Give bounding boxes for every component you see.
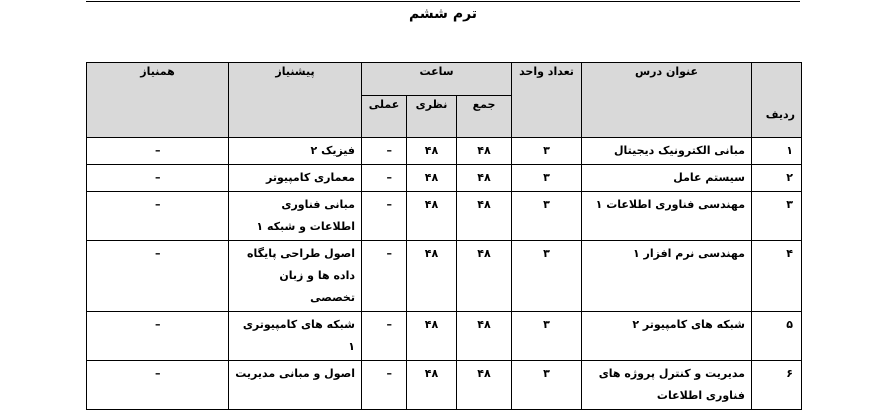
total-hours: ۴۸ bbox=[457, 241, 512, 312]
course-title: مدیریت و کنترل پروژه های فناوری اطلاعات bbox=[582, 361, 752, 410]
row-number: ۳ bbox=[752, 192, 802, 241]
units: ۳ bbox=[512, 312, 582, 361]
corequisite: – bbox=[87, 192, 229, 241]
units: ۳ bbox=[512, 192, 582, 241]
header-corequisite: همنیاز bbox=[87, 63, 229, 138]
table-row bbox=[87, 361, 802, 410]
row-number: ۱ bbox=[752, 138, 802, 165]
header-course-title: عنوان درس bbox=[582, 63, 752, 138]
header-row-number: ردیف bbox=[752, 63, 802, 138]
course-title: مهندسی فناوری اطلاعات ۱ bbox=[582, 192, 752, 241]
header-units: تعداد واحد bbox=[512, 63, 582, 138]
total-hours: ۴۸ bbox=[457, 192, 512, 241]
row-number: ۵ bbox=[752, 312, 802, 361]
practical-hours: – bbox=[362, 312, 407, 361]
practical-hours: – bbox=[362, 241, 407, 312]
header-prerequisite: پیشنیاز bbox=[229, 63, 362, 138]
units: ۳ bbox=[512, 138, 582, 165]
header-total: جمع bbox=[457, 96, 512, 138]
units: ۳ bbox=[512, 165, 582, 192]
corequisite: – bbox=[87, 165, 229, 192]
table-row bbox=[87, 165, 802, 192]
theory-hours: ۴۸ bbox=[407, 165, 457, 192]
page-title: ترم ششم bbox=[408, 6, 478, 22]
corequisite: – bbox=[87, 241, 229, 312]
practical-hours: – bbox=[362, 165, 407, 192]
corequisite: – bbox=[87, 312, 229, 361]
course-title: مبانی الکترونیک دیجیتال bbox=[582, 138, 752, 165]
prerequisite: اصول طراحی پایگاه داده ها و زبان تخصصی bbox=[229, 241, 362, 312]
theory-hours: ۴۸ bbox=[407, 138, 457, 165]
prerequisite: اصول و مبانی مدیریت bbox=[229, 361, 362, 410]
course-table bbox=[86, 62, 802, 410]
units: ۳ bbox=[512, 241, 582, 312]
course-title: مهندسی نرم افزار ۱ bbox=[582, 241, 752, 312]
table-row bbox=[87, 192, 802, 241]
course-title: سیستم عامل bbox=[582, 165, 752, 192]
row-number: ۴ bbox=[752, 241, 802, 312]
prerequisite: فیزیک ۲ bbox=[229, 138, 362, 165]
table-row bbox=[87, 312, 802, 361]
table-row bbox=[87, 138, 802, 165]
total-hours: ۴۸ bbox=[457, 165, 512, 192]
prerequisite: شبکه های کامپیوتری ۱ bbox=[229, 312, 362, 361]
theory-hours: ۴۸ bbox=[407, 192, 457, 241]
corequisite: – bbox=[87, 361, 229, 410]
total-hours: ۴۸ bbox=[457, 361, 512, 410]
header-hours: ساعت bbox=[362, 63, 512, 96]
row-number: ۲ bbox=[752, 165, 802, 192]
theory-hours: ۴۸ bbox=[407, 312, 457, 361]
course-title: شبکه های کامپیوتر ۲ bbox=[582, 312, 752, 361]
prerequisite: معماری کامپیوتر bbox=[229, 165, 362, 192]
row-number: ۶ bbox=[752, 361, 802, 410]
practical-hours: – bbox=[362, 138, 407, 165]
corequisite: – bbox=[87, 138, 229, 165]
header-practical: عملی bbox=[362, 96, 407, 138]
top-rule bbox=[86, 1, 800, 2]
prerequisite: مبانی فناوری اطلاعات و شبکه ۱ bbox=[229, 192, 362, 241]
theory-hours: ۴۸ bbox=[407, 241, 457, 312]
table-row bbox=[87, 241, 802, 312]
units: ۳ bbox=[512, 361, 582, 410]
theory-hours: ۴۸ bbox=[407, 361, 457, 410]
total-hours: ۴۸ bbox=[457, 312, 512, 361]
total-hours: ۴۸ bbox=[457, 138, 512, 165]
practical-hours: – bbox=[362, 192, 407, 241]
practical-hours: – bbox=[362, 361, 407, 410]
header-theory: نظری bbox=[407, 96, 457, 138]
